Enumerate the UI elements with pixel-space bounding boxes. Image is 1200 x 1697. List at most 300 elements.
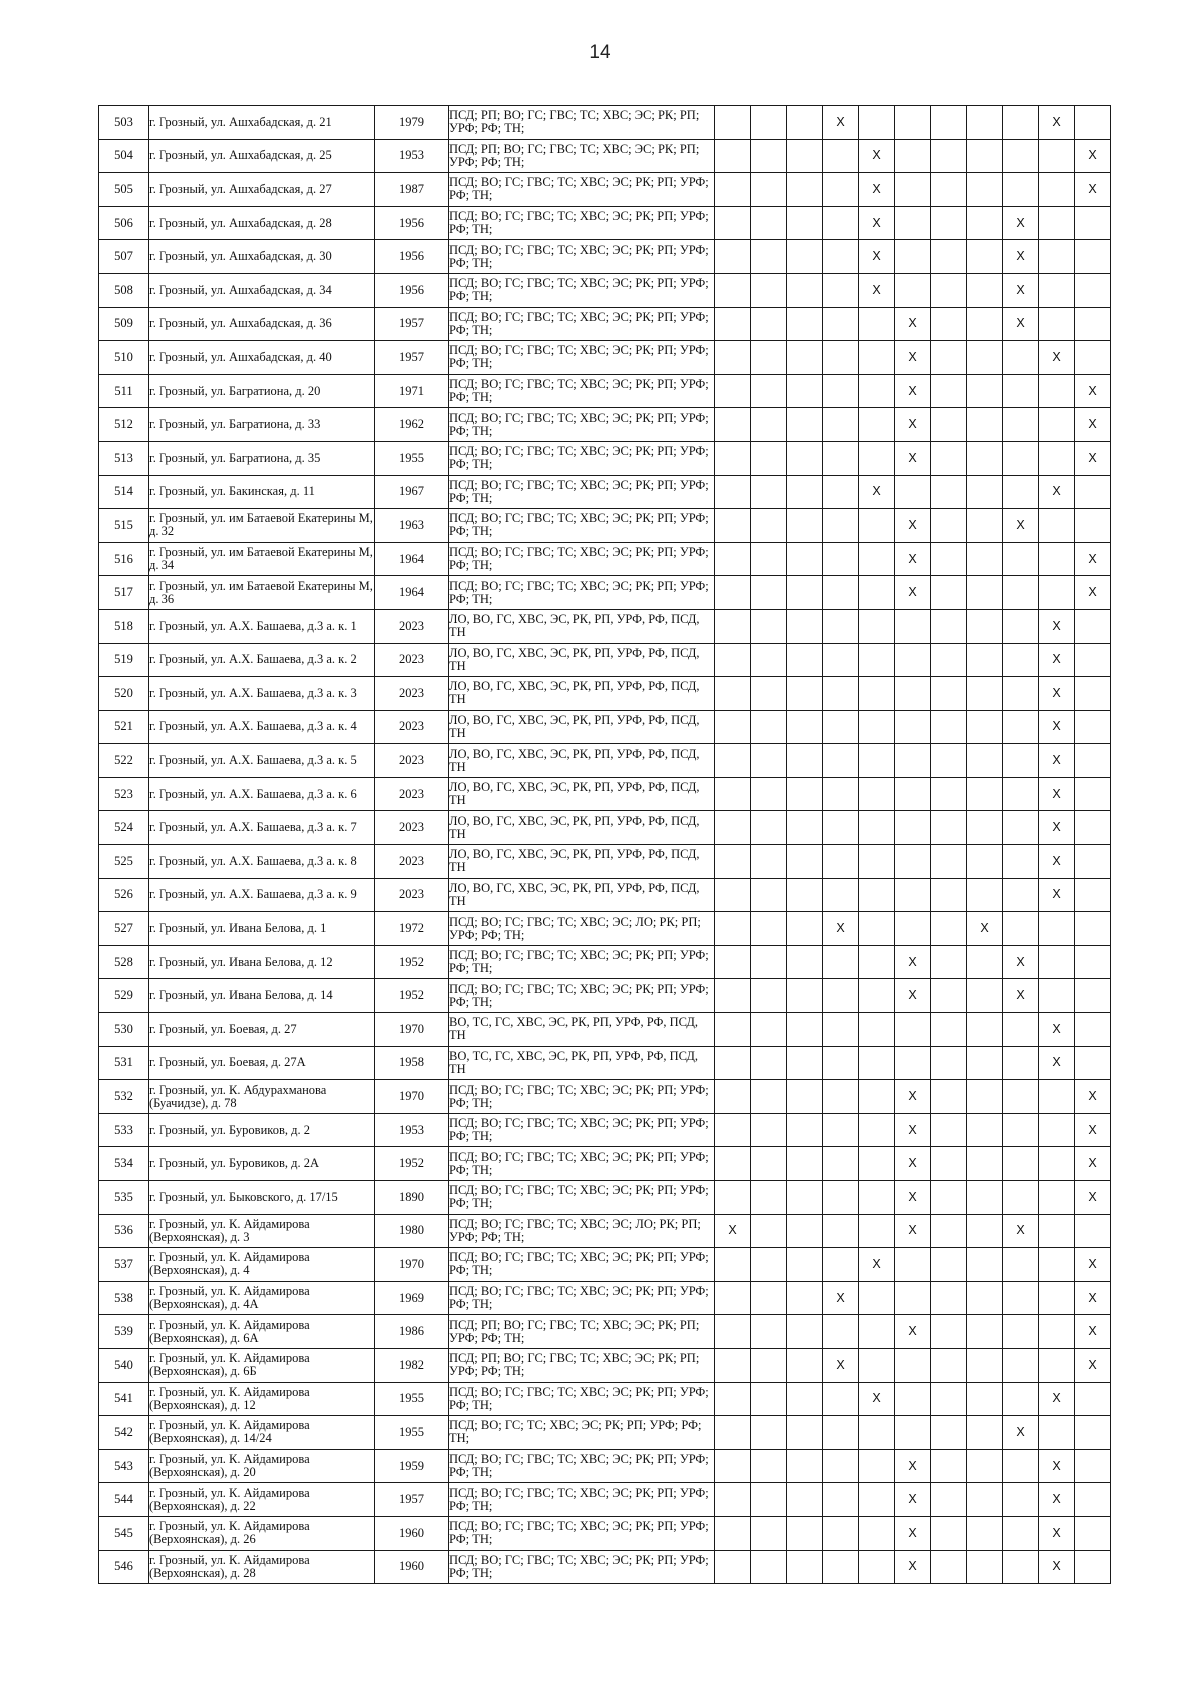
period-mark-cell	[895, 475, 931, 509]
period-mark-cell	[751, 1013, 787, 1047]
period-mark-cell	[751, 206, 787, 240]
address-cell: г. Грозный, ул. Быковского, д. 17/15	[149, 1181, 375, 1215]
period-mark-cell: X	[1075, 1281, 1111, 1315]
period-mark-cell	[823, 475, 859, 509]
period-mark-cell	[859, 1483, 895, 1517]
period-mark-cell	[751, 1315, 787, 1349]
address-cell: г. Грозный, ул. А.Х. Башаева, д.3 а. к. 1	[149, 609, 375, 643]
table-row	[99, 677, 1111, 711]
year-built-cell: 1956	[375, 240, 449, 274]
period-mark-cell: X	[1039, 1483, 1075, 1517]
address-cell: г. Грозный, ул. А.Х. Башаева, д.3 а. к. 2	[149, 643, 375, 677]
period-mark-cell: X	[1075, 542, 1111, 576]
period-mark-cell	[751, 441, 787, 475]
row-number: 504	[99, 139, 149, 173]
period-mark-cell	[787, 408, 823, 442]
year-built-cell: 1953	[375, 1113, 449, 1147]
table-row	[99, 811, 1111, 845]
period-mark-cell	[859, 677, 895, 711]
year-built-cell: 1959	[375, 1449, 449, 1483]
period-mark-cell	[931, 1147, 967, 1181]
row-number: 521	[99, 710, 149, 744]
period-mark-cell: X	[895, 1449, 931, 1483]
row-number: 529	[99, 979, 149, 1013]
period-mark-cell	[1039, 273, 1075, 307]
period-mark-cell: X	[895, 1516, 931, 1550]
period-mark-cell	[1003, 542, 1039, 576]
address-cell: г. Грозный, ул. Буровиков, д. 2А	[149, 1147, 375, 1181]
row-number: 524	[99, 811, 149, 845]
table-row	[99, 106, 1111, 140]
period-mark-cell	[751, 307, 787, 341]
period-mark-cell: X	[1039, 811, 1075, 845]
period-mark-cell	[895, 1046, 931, 1080]
period-mark-cell	[787, 912, 823, 946]
period-mark-cell	[751, 912, 787, 946]
period-mark-cell	[967, 677, 1003, 711]
period-mark-cell	[931, 307, 967, 341]
work-types-cell: ПСД; ВО; ГС; ГВС; ТС; ХВС; ЭС; РК; РП; УРФ; РФ; ТН;	[449, 509, 715, 543]
period-mark-cell	[751, 341, 787, 375]
table-row	[99, 979, 1111, 1013]
table-row	[99, 475, 1111, 509]
period-mark-cell	[931, 1013, 967, 1047]
row-number: 519	[99, 643, 149, 677]
period-mark-cell	[967, 1281, 1003, 1315]
period-mark-cell	[823, 374, 859, 408]
period-mark-cell	[787, 1147, 823, 1181]
period-mark-cell	[1075, 945, 1111, 979]
period-mark-cell	[751, 1348, 787, 1382]
period-mark-cell: X	[1075, 1080, 1111, 1114]
period-mark-cell	[967, 1483, 1003, 1517]
period-mark-cell	[787, 206, 823, 240]
period-mark-cell	[1003, 1483, 1039, 1517]
period-mark-cell	[823, 777, 859, 811]
period-mark-cell	[787, 1113, 823, 1147]
period-mark-cell: X	[895, 509, 931, 543]
period-mark-cell	[931, 1315, 967, 1349]
period-mark-cell	[859, 1516, 895, 1550]
period-mark-cell	[967, 173, 1003, 207]
period-mark-cell	[751, 643, 787, 677]
year-built-cell: 1986	[375, 1315, 449, 1349]
period-mark-cell: X	[1003, 307, 1039, 341]
period-mark-cell: X	[859, 240, 895, 274]
period-mark-cell	[895, 1382, 931, 1416]
period-mark-cell	[751, 106, 787, 140]
page-number: 14	[589, 42, 611, 63]
period-mark-cell	[931, 878, 967, 912]
period-mark-cell	[931, 1449, 967, 1483]
period-mark-cell	[931, 1516, 967, 1550]
address-cell: г. Грозный, ул. Ашхабадская, д. 36	[149, 307, 375, 341]
period-mark-cell	[787, 1080, 823, 1114]
table-row	[99, 1416, 1111, 1450]
period-mark-cell: X	[1039, 878, 1075, 912]
period-mark-cell: X	[895, 1113, 931, 1147]
period-mark-cell	[751, 273, 787, 307]
period-mark-cell	[751, 609, 787, 643]
period-mark-cell	[895, 106, 931, 140]
period-mark-cell: X	[895, 542, 931, 576]
period-mark-cell	[1003, 139, 1039, 173]
period-mark-cell	[751, 777, 787, 811]
work-types-cell: ПСД; ВО; ГС; ГВС; ТС; ХВС; ЭС; РК; РП; УРФ; РФ; ТН;	[449, 1181, 715, 1215]
period-mark-cell	[859, 1550, 895, 1584]
period-mark-cell	[751, 1550, 787, 1584]
row-number: 545	[99, 1516, 149, 1550]
period-mark-cell	[1003, 408, 1039, 442]
period-mark-cell	[1075, 273, 1111, 307]
period-mark-cell	[715, 945, 751, 979]
period-mark-cell	[1075, 912, 1111, 946]
year-built-cell: 1890	[375, 1181, 449, 1215]
period-mark-cell	[931, 341, 967, 375]
period-mark-cell	[715, 273, 751, 307]
period-mark-cell	[931, 441, 967, 475]
period-mark-cell	[931, 1046, 967, 1080]
year-built-cell: 1952	[375, 979, 449, 1013]
year-built-cell: 1987	[375, 173, 449, 207]
period-mark-cell	[967, 1315, 1003, 1349]
period-mark-cell	[895, 811, 931, 845]
year-built-cell: 1980	[375, 1214, 449, 1248]
year-built-cell: 1970	[375, 1248, 449, 1282]
period-mark-cell	[823, 1113, 859, 1147]
period-mark-cell	[1075, 341, 1111, 375]
period-mark-cell	[751, 173, 787, 207]
period-mark-cell: X	[1039, 1550, 1075, 1584]
period-mark-cell	[967, 744, 1003, 778]
period-mark-cell	[823, 710, 859, 744]
period-mark-cell	[1039, 1181, 1075, 1215]
address-cell: г. Грозный, ул. А.Х. Башаева, д.3 а. к. 6	[149, 777, 375, 811]
period-mark-cell	[1039, 307, 1075, 341]
period-mark-cell	[715, 408, 751, 442]
table-row	[99, 643, 1111, 677]
period-mark-cell	[1003, 441, 1039, 475]
period-mark-cell	[967, 139, 1003, 173]
row-number: 527	[99, 912, 149, 946]
period-mark-cell	[967, 1550, 1003, 1584]
period-mark-cell	[931, 475, 967, 509]
row-number: 535	[99, 1181, 149, 1215]
period-mark-cell	[787, 744, 823, 778]
period-mark-cell	[895, 845, 931, 879]
period-mark-cell	[859, 441, 895, 475]
period-mark-cell	[1039, 1248, 1075, 1282]
period-mark-cell	[751, 408, 787, 442]
work-types-cell: ЛО, ВО, ГС, ХВС, ЭС, РК, РП, УРФ, РФ, ПСД, ТН	[449, 710, 715, 744]
period-mark-cell	[823, 878, 859, 912]
row-number: 515	[99, 509, 149, 543]
period-mark-cell	[715, 1416, 751, 1450]
period-mark-cell	[1003, 1348, 1039, 1382]
period-mark-cell	[859, 912, 895, 946]
period-mark-cell	[1075, 206, 1111, 240]
period-mark-cell: X	[895, 1483, 931, 1517]
period-mark-cell	[967, 643, 1003, 677]
work-types-cell: ПСД; ВО; ГС; ГВС; ТС; ХВС; ЭС; РК; РП; УРФ; РФ; ТН;	[449, 1382, 715, 1416]
period-mark-cell	[895, 1348, 931, 1382]
table-row	[99, 374, 1111, 408]
period-mark-cell	[859, 1416, 895, 1450]
period-mark-cell	[1039, 945, 1075, 979]
period-mark-cell	[1003, 1113, 1039, 1147]
period-mark-cell	[931, 206, 967, 240]
period-mark-cell	[715, 341, 751, 375]
table-row	[99, 609, 1111, 643]
period-mark-cell	[787, 1516, 823, 1550]
period-mark-cell	[859, 542, 895, 576]
year-built-cell: 1982	[375, 1348, 449, 1382]
period-mark-cell	[895, 912, 931, 946]
period-mark-cell	[859, 341, 895, 375]
period-mark-cell	[1003, 777, 1039, 811]
period-mark-cell	[715, 206, 751, 240]
period-mark-cell	[751, 677, 787, 711]
address-cell: г. Грозный, ул. Ашхабадская, д. 27	[149, 173, 375, 207]
period-mark-cell	[859, 979, 895, 1013]
table-row	[99, 139, 1111, 173]
year-built-cell: 2023	[375, 811, 449, 845]
address-cell: г. Грозный, ул. А.Х. Башаева, д.3 а. к. 3	[149, 677, 375, 711]
period-mark-cell	[787, 1046, 823, 1080]
address-cell: г. Грозный, ул. К. Айдамирова (Верхоянская), д. 12	[149, 1382, 375, 1416]
period-mark-cell	[787, 307, 823, 341]
period-mark-cell	[715, 475, 751, 509]
period-mark-cell	[1003, 1315, 1039, 1349]
period-mark-cell	[1075, 979, 1111, 1013]
period-mark-cell	[967, 408, 1003, 442]
period-mark-cell	[1039, 206, 1075, 240]
period-mark-cell	[1075, 609, 1111, 643]
period-mark-cell	[967, 1248, 1003, 1282]
period-mark-cell	[715, 106, 751, 140]
period-mark-cell	[1075, 1516, 1111, 1550]
period-mark-cell	[1075, 509, 1111, 543]
period-mark-cell	[823, 811, 859, 845]
work-types-cell: ЛО, ВО, ГС, ХВС, ЭС, РК, РП, УРФ, РФ, ПСД, ТН	[449, 677, 715, 711]
period-mark-cell	[751, 1080, 787, 1114]
period-mark-cell	[823, 1315, 859, 1349]
period-mark-cell	[823, 542, 859, 576]
period-mark-cell	[967, 576, 1003, 610]
period-mark-cell	[931, 811, 967, 845]
work-types-cell: ПСД; ВО; ГС; ГВС; ТС; ХВС; ЭС; РК; РП; УРФ; РФ; ТН;	[449, 173, 715, 207]
period-mark-cell: X	[895, 1214, 931, 1248]
period-mark-cell	[931, 1483, 967, 1517]
address-cell: г. Грозный, ул. Боевая, д. 27А	[149, 1046, 375, 1080]
period-mark-cell	[1003, 1449, 1039, 1483]
address-cell: г. Грозный, ул. К. Айдамирова (Верхоянская), д. 26	[149, 1516, 375, 1550]
period-mark-cell: X	[895, 307, 931, 341]
period-mark-cell	[715, 777, 751, 811]
period-mark-cell	[1003, 1080, 1039, 1114]
period-mark-cell	[823, 979, 859, 1013]
period-mark-cell	[931, 1281, 967, 1315]
period-mark-cell	[895, 1013, 931, 1047]
address-cell: г. Грозный, ул. К. Айдамирова (Верхоянская), д. 4А	[149, 1281, 375, 1315]
period-mark-cell: X	[1039, 777, 1075, 811]
address-cell: г. Грозный, ул. Ивана Белова, д. 12	[149, 945, 375, 979]
period-mark-cell	[967, 710, 1003, 744]
period-mark-cell	[967, 1046, 1003, 1080]
table-row	[99, 307, 1111, 341]
period-mark-cell	[1003, 744, 1039, 778]
period-mark-cell: X	[895, 341, 931, 375]
period-mark-cell	[823, 1248, 859, 1282]
period-mark-cell	[715, 1080, 751, 1114]
work-types-cell: ПСД; ВО; ГС; ГВС; ТС; ХВС; ЭС; РК; РП; УРФ; РФ; ТН;	[449, 475, 715, 509]
period-mark-cell	[895, 139, 931, 173]
table-row	[99, 1550, 1111, 1584]
period-mark-cell	[967, 1113, 1003, 1147]
year-built-cell: 1962	[375, 408, 449, 442]
row-number: 537	[99, 1248, 149, 1282]
table-row	[99, 945, 1111, 979]
period-mark-cell	[859, 106, 895, 140]
period-mark-cell	[859, 1113, 895, 1147]
work-types-cell: ПСД; ВО; ГС; ГВС; ТС; ХВС; ЭС; РК; РП; УРФ; РФ; ТН;	[449, 1281, 715, 1315]
period-mark-cell: X	[1039, 1382, 1075, 1416]
work-types-cell: ПСД; ВО; ГС; ГВС; ТС; ХВС; ЭС; ЛО; РК; РП; УРФ; РФ; ТН;	[449, 912, 715, 946]
address-cell: г. Грозный, ул. К. Айдамирова (Верхоянская), д. 28	[149, 1550, 375, 1584]
period-mark-cell	[751, 979, 787, 1013]
row-number: 533	[99, 1113, 149, 1147]
period-mark-cell	[1003, 1382, 1039, 1416]
period-mark-cell	[895, 878, 931, 912]
year-built-cell: 2023	[375, 744, 449, 778]
period-mark-cell	[1039, 173, 1075, 207]
table-row	[99, 1214, 1111, 1248]
period-mark-cell	[787, 643, 823, 677]
period-mark-cell	[1003, 710, 1039, 744]
row-number: 542	[99, 1416, 149, 1450]
period-mark-cell: X	[1003, 240, 1039, 274]
period-mark-cell	[1039, 1214, 1075, 1248]
period-mark-cell	[823, 1382, 859, 1416]
period-mark-cell	[967, 1416, 1003, 1450]
address-cell: г. Грозный, ул. А.Х. Башаева, д.3 а. к. 4	[149, 710, 375, 744]
period-mark-cell: X	[1039, 1449, 1075, 1483]
period-mark-cell	[1003, 811, 1039, 845]
period-mark-cell	[751, 1214, 787, 1248]
address-cell: г. Грозный, ул. А.Х. Башаева, д.3 а. к. 9	[149, 878, 375, 912]
period-mark-cell: X	[967, 912, 1003, 946]
row-number: 509	[99, 307, 149, 341]
period-mark-cell	[715, 173, 751, 207]
address-cell: г. Грозный, ул. им Батаевой Екатерины М, д. 36	[149, 576, 375, 610]
period-mark-cell: X	[895, 374, 931, 408]
period-mark-cell	[823, 576, 859, 610]
work-types-cell: ПСД; ВО; ГС; ГВС; ТС; ХВС; ЭС; РК; РП; УРФ; РФ; ТН;	[449, 1080, 715, 1114]
period-mark-cell	[787, 1550, 823, 1584]
work-types-cell: ПСД; ВО; ГС; ГВС; ТС; ХВС; ЭС; РК; РП; УРФ; РФ; ТН;	[449, 1516, 715, 1550]
work-types-cell: ПСД; ВО; ГС; ГВС; ТС; ХВС; ЭС; РК; РП; УРФ; РФ; ТН;	[449, 1147, 715, 1181]
period-mark-cell	[859, 374, 895, 408]
address-cell: г. Грозный, ул. К. Абдурахманова (Буачидзе), д. 78	[149, 1080, 375, 1114]
table-row	[99, 273, 1111, 307]
period-mark-cell	[859, 408, 895, 442]
period-mark-cell	[823, 1449, 859, 1483]
period-mark-cell	[751, 576, 787, 610]
period-mark-cell	[859, 1013, 895, 1047]
period-mark-cell: X	[1039, 609, 1075, 643]
row-number: 523	[99, 777, 149, 811]
period-mark-cell: X	[1075, 1248, 1111, 1282]
period-mark-cell	[787, 1449, 823, 1483]
table-row	[99, 408, 1111, 442]
period-mark-cell	[823, 1516, 859, 1550]
period-mark-cell	[859, 1181, 895, 1215]
year-built-cell: 1979	[375, 106, 449, 140]
work-types-cell: ПСД; ВО; ГС; ГВС; ТС; ХВС; ЭС; РК; РП; УРФ; РФ; ТН;	[449, 1113, 715, 1147]
address-cell: г. Грозный, ул. А.Х. Башаева, д.3 а. к. 8	[149, 845, 375, 879]
period-mark-cell	[823, 1214, 859, 1248]
year-built-cell: 2023	[375, 878, 449, 912]
period-mark-cell	[787, 1315, 823, 1349]
table-row	[99, 912, 1111, 946]
row-number: 512	[99, 408, 149, 442]
row-number: 513	[99, 441, 149, 475]
period-mark-cell: X	[1039, 643, 1075, 677]
period-mark-cell	[823, 173, 859, 207]
period-mark-cell	[715, 139, 751, 173]
period-mark-cell: X	[895, 945, 931, 979]
period-mark-cell	[751, 1416, 787, 1450]
work-types-cell: ВО, ТС, ГС, ХВС, ЭС, РК, РП, УРФ, РФ, ПСД, ТН	[449, 1013, 715, 1047]
period-mark-cell	[895, 744, 931, 778]
period-mark-cell	[967, 509, 1003, 543]
period-mark-cell	[787, 845, 823, 879]
row-number: 532	[99, 1080, 149, 1114]
period-mark-cell	[751, 878, 787, 912]
period-mark-cell	[787, 1382, 823, 1416]
period-mark-cell	[859, 1214, 895, 1248]
period-mark-cell	[1075, 1483, 1111, 1517]
period-mark-cell	[1075, 1550, 1111, 1584]
period-mark-cell: X	[1075, 408, 1111, 442]
period-mark-cell	[967, 1449, 1003, 1483]
period-mark-cell	[715, 509, 751, 543]
period-mark-cell	[967, 811, 1003, 845]
work-types-cell: ЛО, ВО, ГС, ХВС, ЭС, РК, РП, УРФ, РФ, ПСД, ТН	[449, 744, 715, 778]
period-mark-cell	[787, 341, 823, 375]
row-number: 522	[99, 744, 149, 778]
period-mark-cell	[751, 509, 787, 543]
period-mark-cell	[1003, 576, 1039, 610]
period-mark-cell	[787, 106, 823, 140]
period-mark-cell: X	[895, 1147, 931, 1181]
row-number: 544	[99, 1483, 149, 1517]
table-row	[99, 576, 1111, 610]
period-mark-cell	[859, 1348, 895, 1382]
table-row	[99, 710, 1111, 744]
address-cell: г. Грозный, ул. Багратиона, д. 33	[149, 408, 375, 442]
table-row	[99, 1516, 1111, 1550]
period-mark-cell: X	[823, 1348, 859, 1382]
period-mark-cell	[967, 307, 1003, 341]
year-built-cell: 2023	[375, 609, 449, 643]
period-mark-cell	[787, 173, 823, 207]
period-mark-cell	[1039, 542, 1075, 576]
period-mark-cell	[787, 139, 823, 173]
address-cell: г. Грозный, ул. Бакинская, д. 11	[149, 475, 375, 509]
period-mark-cell	[823, 341, 859, 375]
period-mark-cell	[1075, 1382, 1111, 1416]
